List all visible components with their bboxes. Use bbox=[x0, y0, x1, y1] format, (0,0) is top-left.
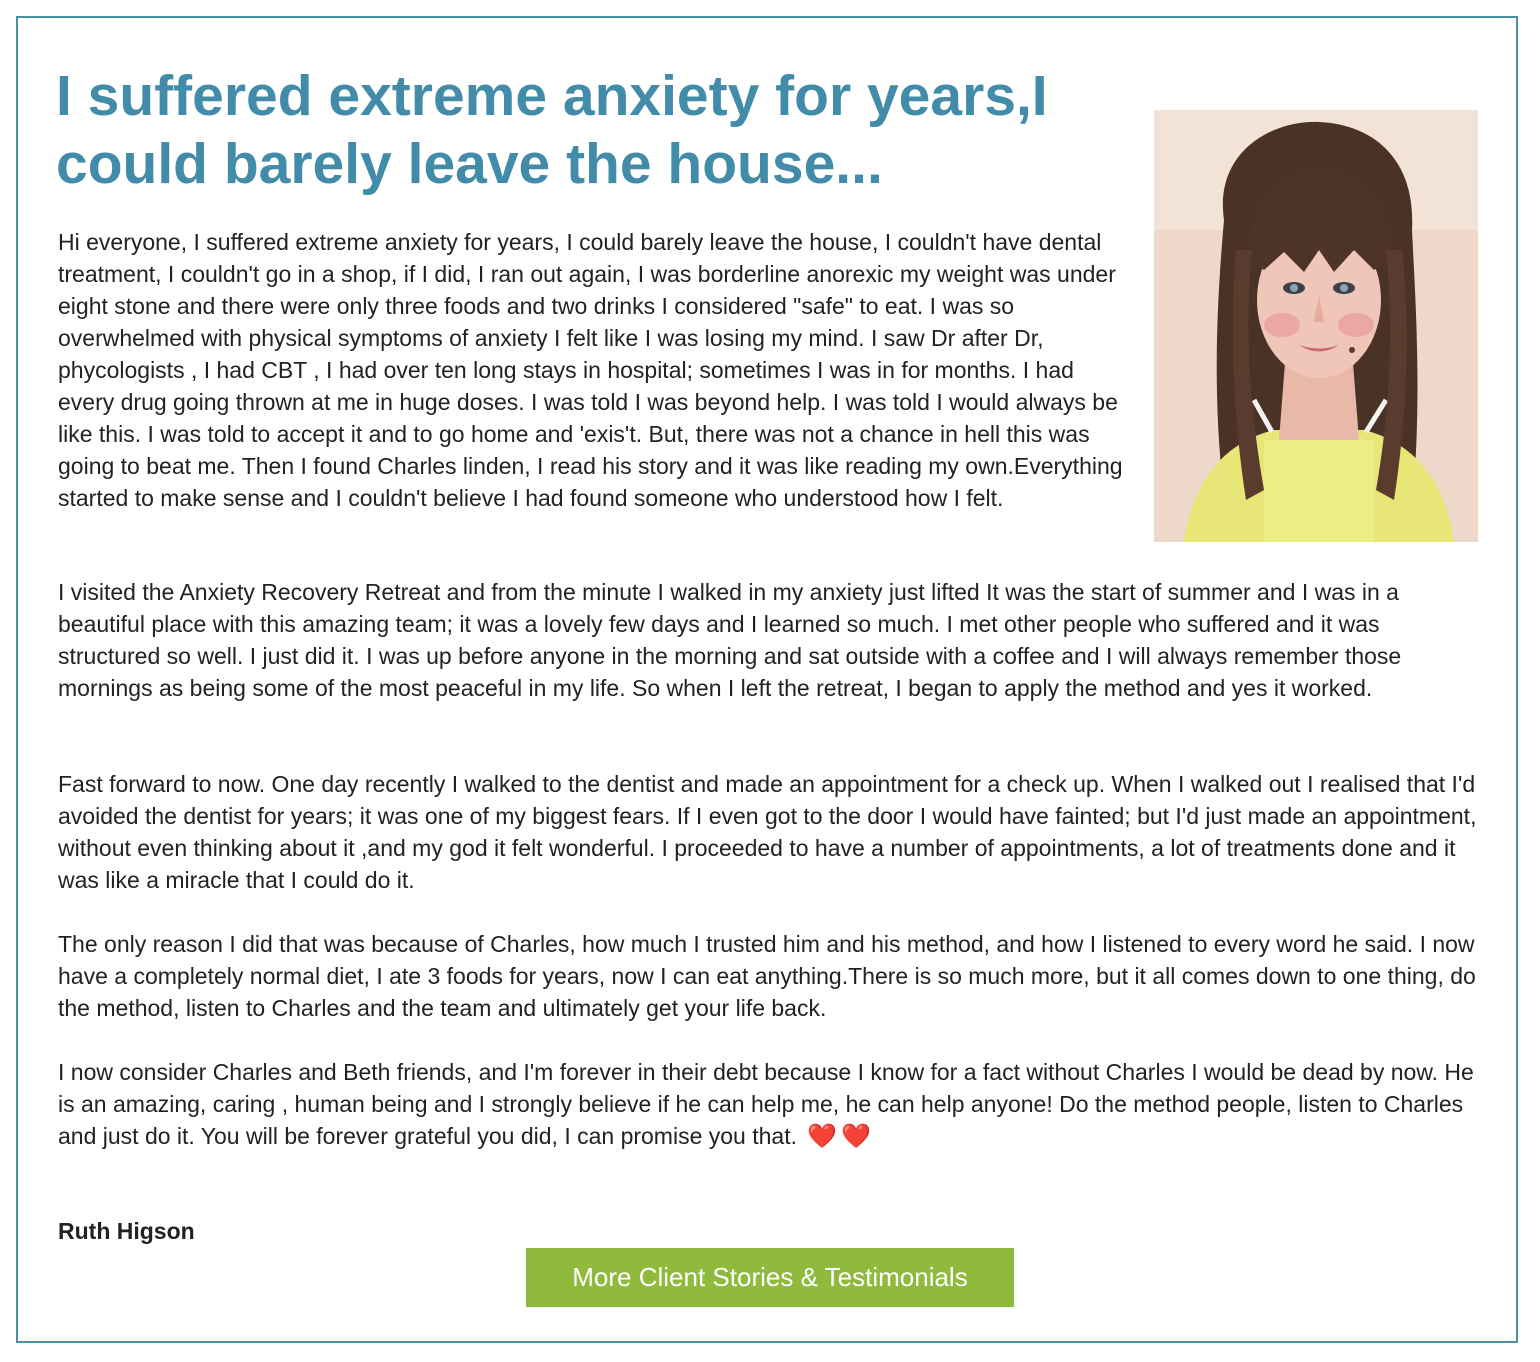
heart-icon: ❤️ bbox=[841, 1123, 872, 1150]
testimonial-paragraph: The only reason I did that was because of Charles, how much I trusted him and his method, and how I listened to every word he said. I now have a completely normal diet, I ate 3 foods for years, now I can eat anything.There is so much more, but it all comes down to one thing, do the method, listen to Charles and the team and ultimately get your life back. bbox=[58, 931, 1476, 1021]
testimonial-author: Ruth Higson bbox=[58, 1218, 195, 1244]
testimonial-title: I suffered extreme anxiety for years,I could barely leave the house... bbox=[56, 64, 1048, 196]
testimonial-paragraph: Fast forward to now. One day recently I walked to the dentist and made an appointment for a check up. When I walked out I realised that I'd avoided the dentist for years; it was one of my biggest fears. If I even got to the door I would have fainted; but I'd just made an appointment, without even thinking about it ,and my god it felt wonderful. I proceeded to have a number of appointments, a lot of treatments done and it was like a miracle that I could do it. bbox=[58, 771, 1477, 893]
testimonial-card bbox=[16, 16, 1518, 1343]
hearts bbox=[803, 1123, 871, 1149]
more-testimonials-button[interactable]: More Client Stories & Testimonials bbox=[526, 1248, 1014, 1307]
testimonial-paragraph: I visited the Anxiety Recovery Retreat and from the minute I walked in my anxiety just lifted It was the start of summer and I was in a beautiful place with this amazing team; it was a lovely few days and I learned so much. I met other people who suffered and it was structured so well. I just did it. I was up before anyone in the morning and sat outside with a coffee and I will always remember those mornings as being some of the most peaceful in my life. So when I left the retreat, I began to apply the method and yes it worked. bbox=[58, 579, 1402, 701]
testimonial-paragraph-text: I now consider Charles and Beth friends, and I'm forever in their debt because I know for a fact without Charles I would be dead by now. He is an amazing, caring , human being and I strongly believe if he can help me, he can help anyone! Do the method people, listen to Charles and just do it. You will be forever grateful you did, I can promise you that. bbox=[58, 1059, 1474, 1149]
testimonial-paragraph: Hi everyone, I suffered extreme anxiety for years, I could barely leave the house, I couldn't have dental treatment, I couldn't go in a shop, if I did, I ran out again, I was borderline anorexic my weight was under eight stone and there were only three foods and two drinks I considered "safe" to eat. I was so overwhelmed with physical symptoms of anxiety I felt like I was losing my mind. I saw Dr after Dr, phycologists , I had CBT , I had over ten long stays in hospital; sometimes I was in for months. I had every drug going thrown at me in huge doses. I was told I was beyond help. I was told I would always be like this. I was told to accept it and to go home and 'exis't. But, there was not a chance in hell this was going to beat me. Then I found Charles linden, I read his story and it was like reading my own.Everything started to make sense and I couldn't believe I had found someone who understood how I felt. bbox=[58, 229, 1123, 511]
portrait-photo-icon bbox=[1154, 110, 1478, 542]
client-photo bbox=[1154, 110, 1478, 542]
heart-icon: ❤️ bbox=[807, 1123, 838, 1150]
testimonial-paragraph-final bbox=[58, 1056, 1488, 1153]
